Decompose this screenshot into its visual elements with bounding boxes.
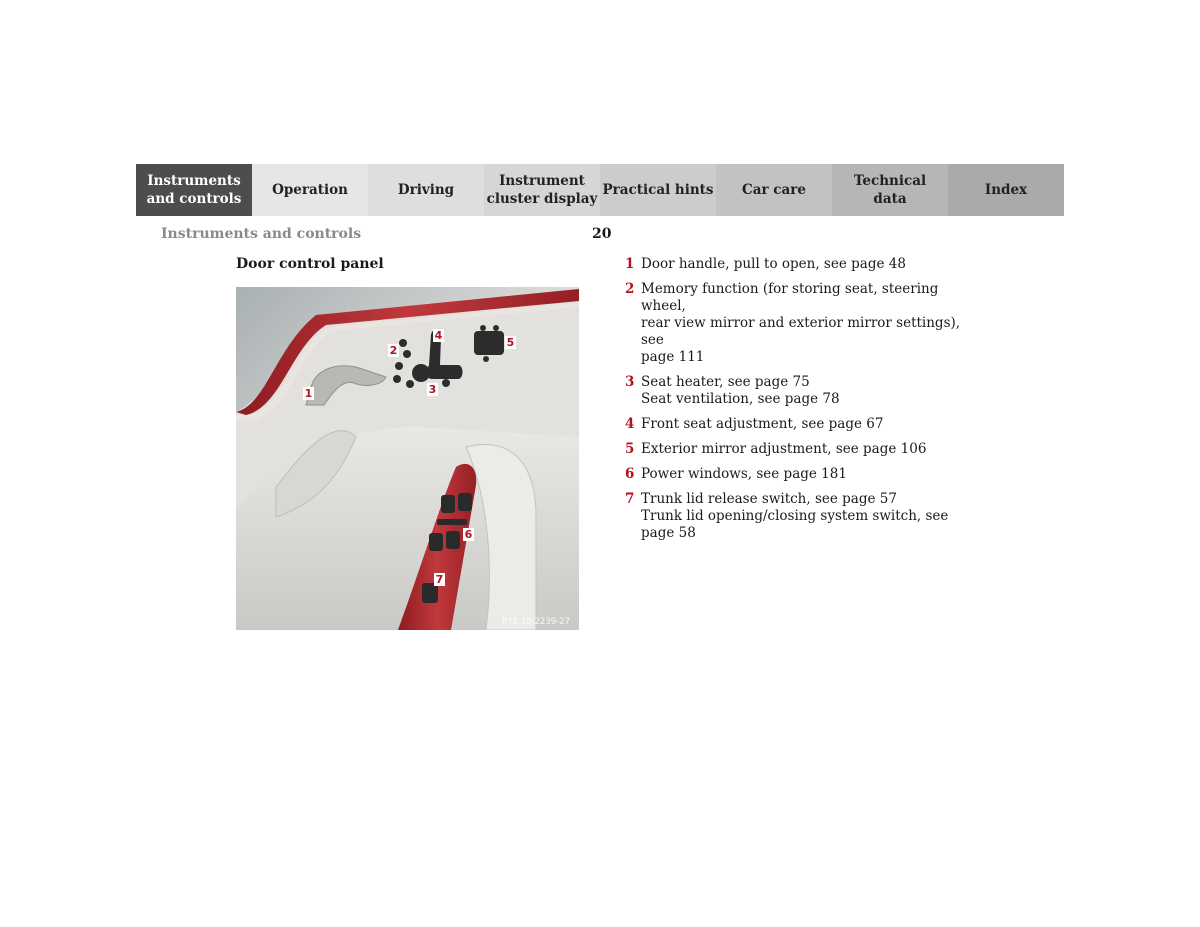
item-number: 2 — [625, 281, 635, 297]
item-line: Trunk lid opening/closing system switch, see — [641, 508, 949, 524]
page-number: 20 — [592, 226, 612, 242]
callout-7: 7 — [435, 573, 444, 586]
item-line: Power windows, see page 181 — [641, 466, 847, 482]
callout-5: 5 — [506, 336, 515, 349]
chapter-tabs — [136, 164, 1064, 216]
tab-operation[interactable]: Operation — [252, 164, 368, 216]
item-line: page 111 — [641, 349, 705, 365]
list-item — [625, 441, 965, 458]
item-text — [641, 441, 926, 458]
tab-technical-data[interactable]: Technical data — [832, 164, 948, 216]
item-number: 3 — [625, 374, 635, 390]
item-line: rear view mirror and exterior mirror settings), see — [641, 315, 961, 348]
item-text — [641, 374, 840, 408]
list-item — [625, 256, 965, 273]
list-item — [625, 466, 965, 483]
callout-6: 6 — [464, 528, 473, 541]
item-line: Front seat adjustment, see page 67 — [641, 416, 884, 432]
item-line: Memory function (for storing seat, steering wheel, — [641, 281, 939, 314]
item-number: 7 — [625, 491, 635, 507]
item-line: Door handle, pull to open, see page 48 — [641, 256, 906, 272]
list-item — [625, 374, 965, 408]
item-line: page 58 — [641, 525, 696, 541]
item-text — [641, 491, 948, 542]
door-panel-drawing — [236, 287, 579, 630]
tab-instrument-cluster-display[interactable]: Instrument cluster display — [484, 164, 600, 216]
tab-index[interactable]: Index — [948, 164, 1064, 216]
item-number: 5 — [625, 441, 635, 457]
item-number: 4 — [625, 416, 635, 432]
list-item — [625, 281, 965, 366]
item-line: Trunk lid release switch, see page 57 — [641, 491, 897, 507]
tab-driving[interactable]: Driving — [368, 164, 484, 216]
tab-car-care[interactable]: Car care — [716, 164, 832, 216]
item-text — [641, 416, 883, 433]
item-line: Exterior mirror adjustment, see page 106 — [641, 441, 927, 457]
item-number: 6 — [625, 466, 635, 482]
callout-2: 2 — [389, 344, 398, 357]
legend-list — [625, 256, 965, 550]
list-item — [625, 491, 965, 542]
list-item — [625, 416, 965, 433]
item-number: 1 — [625, 256, 635, 272]
figure-title: Door control panel — [236, 256, 384, 272]
callout-4: 4 — [434, 329, 443, 342]
section-header: Instruments and controls — [161, 226, 362, 242]
item-line: Seat ventilation, see page 78 — [641, 391, 840, 407]
callout-3: 3 — [428, 383, 437, 396]
figure-code: P72.10-2239-27 — [501, 617, 570, 627]
callout-1: 1 — [304, 387, 313, 400]
tab-practical-hints[interactable]: Practical hints — [600, 164, 716, 216]
item-text — [641, 281, 965, 366]
item-text — [641, 466, 847, 483]
item-text — [641, 256, 906, 273]
door-control-panel-illustration — [236, 287, 579, 630]
tab-instruments-and-controls[interactable]: Instruments and controls — [136, 164, 252, 216]
item-line: Seat heater, see page 75 — [641, 374, 810, 390]
